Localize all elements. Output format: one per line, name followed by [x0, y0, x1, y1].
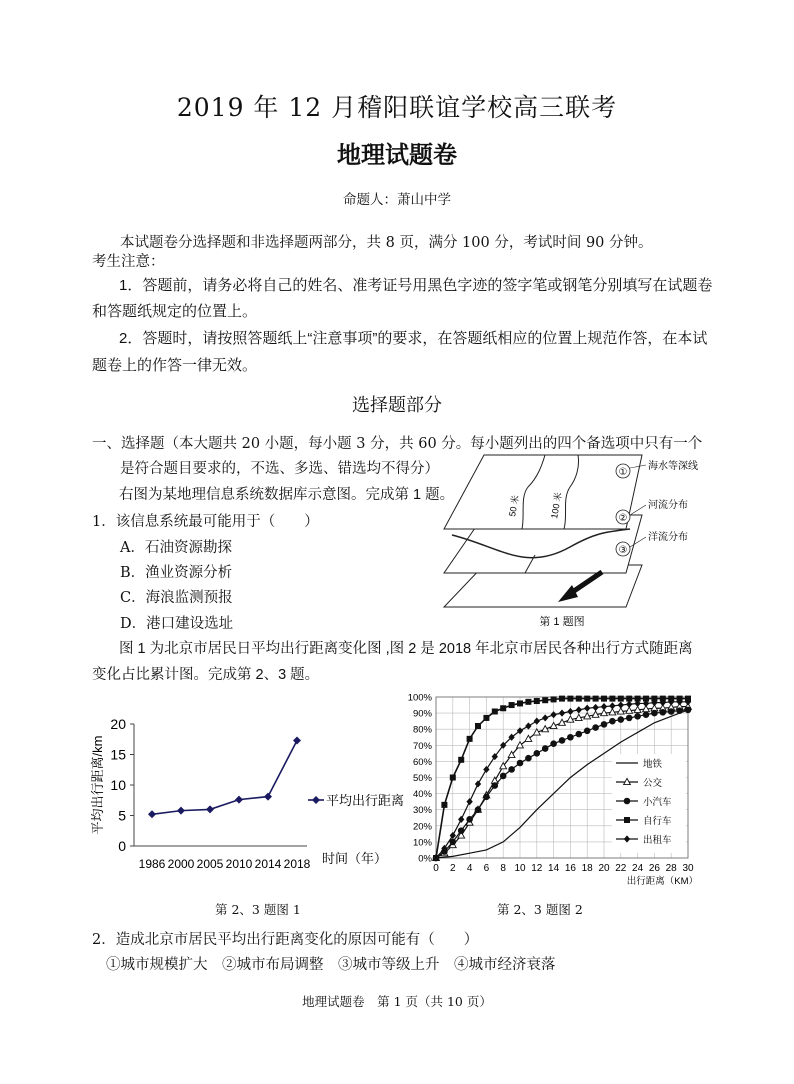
- data-point: [525, 755, 532, 762]
- section-title: 选择题部分: [352, 395, 442, 416]
- data-point: [550, 711, 556, 718]
- data-point: [458, 827, 465, 834]
- data-point: [676, 707, 683, 714]
- data-point: [235, 796, 243, 804]
- legend-label: 出租车: [643, 835, 672, 846]
- marker-2: ②: [618, 513, 628, 524]
- data-point: [177, 807, 185, 815]
- data-point: [483, 794, 490, 801]
- legend-marker: [624, 817, 630, 823]
- data-point: [559, 737, 566, 744]
- part1-instructions-line-1: 一、选择题（本大题共 20 小题，每小题 3 分，共 60 分。每小题列出的四个备选项中只有一个: [92, 436, 703, 452]
- data-point: [601, 721, 608, 728]
- data-point: [567, 734, 574, 741]
- y-tick-label: 0: [118, 838, 126, 854]
- data-point: [592, 704, 598, 711]
- x-tick-label: 28: [665, 863, 677, 874]
- data-point: [626, 715, 633, 722]
- series-line: [152, 740, 297, 814]
- x-tick-label: 0: [433, 863, 439, 874]
- q2-options: ①城市规模扩大 ②城市布局调整 ③城市等级上升 ④城市经济衰落: [106, 957, 556, 973]
- x-tick-label: 2018: [283, 857, 311, 871]
- x-tick-label: 2005: [196, 857, 224, 871]
- y-tick-label: 60%: [412, 756, 432, 768]
- y-tick-label: 100%: [407, 692, 432, 704]
- data-point: [508, 766, 515, 773]
- data-point: [517, 727, 523, 734]
- data-point: [592, 724, 599, 731]
- data-point: [567, 696, 573, 702]
- data-point: [576, 706, 582, 713]
- x-tick-label: 14: [548, 863, 560, 874]
- layer-label-1: 海水等深线: [648, 461, 698, 472]
- y-tick-label: 10%: [412, 837, 432, 849]
- x-tick-label: 1986: [138, 857, 166, 871]
- chart2-caption: 第 2、3 题图 2: [497, 902, 583, 917]
- y-tick-label: 20: [110, 716, 126, 732]
- legend-marker: [624, 798, 631, 805]
- data-point: [525, 722, 531, 729]
- note-2-line-1: 2．答题时，请按照答题纸上“注意事项”的要求，在答题纸相应的位置上规范作答，在本试: [119, 330, 708, 347]
- data-point: [660, 709, 667, 716]
- legend-label: 小汽车: [643, 797, 672, 808]
- x-tick-label: 30: [682, 863, 694, 874]
- x-tick-label: 24: [632, 863, 644, 874]
- x-tick-label: 22: [615, 863, 627, 874]
- legend-label: 地铁: [643, 759, 663, 770]
- chart-cumulative-share: [370, 688, 710, 898]
- data-point: [466, 816, 473, 823]
- x-axis-label: 出行距离（KM）: [626, 876, 698, 887]
- data-point: [685, 707, 692, 714]
- exam-author: 命题人：萧山中学: [343, 192, 451, 208]
- data-point: [551, 696, 557, 702]
- data-point: [492, 782, 499, 789]
- legend-label: 自行车: [643, 816, 672, 827]
- y-tick-label: 30%: [412, 805, 432, 817]
- data-point: [475, 723, 481, 729]
- q1-intro: 右图为某地理信息系统数据库示意图。完成第 1 题。: [119, 487, 455, 503]
- y-tick-label: 40%: [412, 789, 432, 801]
- data-point: [534, 718, 540, 725]
- legend-marker: [312, 796, 320, 804]
- marker-1: ①: [618, 467, 628, 478]
- y-tick-label: 70%: [412, 740, 432, 752]
- q1-option-a: A．石油资源勘探: [120, 540, 232, 556]
- x-tick-label: 2014: [254, 857, 282, 871]
- y-tick-label: 15: [110, 746, 126, 763]
- x-tick-label: 6: [483, 863, 490, 874]
- data-point: [559, 710, 565, 717]
- legend-label: 平均出行距离: [326, 793, 405, 808]
- data-point: [542, 697, 548, 703]
- q23-intro-line-1: 图 1 为北京市居民日平均出行距离变化图 ,图 2 是 2018 年北京市居民各种出行方式随距离: [119, 641, 693, 657]
- data-point: [618, 716, 625, 723]
- legend-label: 公交: [643, 778, 663, 789]
- exam-subtitle: 地理试题卷: [337, 140, 457, 169]
- x-tick-label: 18: [581, 863, 593, 874]
- data-point: [525, 699, 531, 705]
- data-point: [500, 705, 506, 711]
- data-point: [618, 696, 624, 702]
- data-point: [601, 696, 607, 702]
- data-point: [542, 714, 548, 721]
- x-tick-label: 2000: [167, 857, 195, 871]
- leader-2: [630, 505, 646, 515]
- data-point: [559, 696, 565, 702]
- y-axis-label: 平均出行距离/km: [90, 735, 105, 835]
- data-point: [643, 711, 650, 718]
- layer-label-2: 河流分布: [648, 500, 688, 511]
- data-point: [534, 750, 541, 757]
- part1-instructions-line-2: 是符合题目要求的，不选、多选、错选均不得分）: [120, 461, 439, 477]
- y-tick-label: 80%: [412, 724, 432, 736]
- x-tick-label: 16: [564, 863, 576, 874]
- x-tick-label: 10: [514, 863, 526, 874]
- chart-avg-distance: [92, 712, 408, 882]
- exam-title: 2019 年 12 月稽阳联谊学校高三联考: [176, 93, 618, 122]
- data-point: [634, 713, 641, 720]
- gis-layer-figure: [430, 437, 710, 632]
- data-point: [550, 740, 557, 747]
- q1-option-b: B．渔业资源分析: [120, 565, 233, 581]
- data-point: [626, 701, 632, 708]
- q23-intro-line-2: 变化占比累计图。完成第 2、3 题。: [92, 667, 320, 683]
- data-point: [576, 731, 583, 738]
- page-footer: 地理试题卷 第 1 页（共 10 页）: [302, 994, 492, 1009]
- data-point: [584, 696, 590, 702]
- data-point: [475, 780, 481, 787]
- data-point: [293, 736, 301, 744]
- data-point: [148, 810, 156, 818]
- data-point: [609, 718, 616, 725]
- data-point: [475, 806, 482, 813]
- data-point: [584, 728, 591, 735]
- data-point: [441, 802, 447, 808]
- notice-label: 考生注意：: [92, 254, 165, 270]
- data-point: [618, 701, 624, 708]
- data-point: [567, 708, 573, 715]
- y-tick-label: 20%: [412, 821, 432, 833]
- data-point: [450, 775, 456, 781]
- data-point: [651, 710, 658, 717]
- y-tick-label: 0%: [418, 853, 432, 865]
- x-tick-label: 12: [531, 863, 543, 874]
- contour-100-label: 100 米: [549, 491, 564, 520]
- data-point: [458, 757, 464, 763]
- q2-stem: 2．造成北京市居民平均出行距离变化的原因可能有（ ）: [92, 932, 479, 948]
- data-point: [458, 816, 464, 823]
- x-axis-label: 时间（年）: [322, 851, 388, 866]
- data-point: [576, 696, 582, 702]
- data-point: [534, 698, 540, 704]
- note-1-line-1: 1．答题前，请务必将自己的姓名、准考证号用黑色字迹的签字笔或钢笔分别填写在试题卷: [119, 277, 713, 294]
- marker-3: ③: [618, 545, 628, 556]
- data-point: [668, 708, 675, 715]
- gis-caption: 第 1 题图: [539, 616, 585, 628]
- q1-option-d: D．港口建设选址: [120, 616, 234, 632]
- contour-50-label: 50 米: [507, 494, 521, 518]
- data-point: [584, 705, 590, 712]
- data-point: [609, 696, 615, 702]
- note-2-line-2: 题卷上的作答一律无效。: [92, 357, 258, 374]
- layer-label-3: 洋流分布: [648, 532, 688, 543]
- x-tick-label: 4: [466, 863, 473, 874]
- data-point: [542, 745, 549, 752]
- y-tick-label: 50%: [412, 773, 432, 784]
- data-point: [206, 805, 214, 813]
- data-point: [601, 703, 607, 710]
- x-tick-label: 8: [500, 863, 506, 874]
- layer-1-plane: [444, 455, 642, 529]
- q1-stem: 1．该信息系统最可能用于（ ）: [92, 514, 319, 530]
- data-point: [525, 735, 532, 741]
- data-point: [264, 793, 272, 801]
- data-point: [517, 742, 524, 748]
- chart1-caption: 第 2、3 题图 1: [215, 902, 301, 917]
- data-point: [593, 696, 599, 702]
- y-tick-label: 90%: [412, 708, 432, 720]
- data-point: [467, 736, 473, 742]
- data-point: [483, 715, 489, 721]
- data-point: [500, 773, 507, 780]
- intro-line: 本试题卷分选择题和非选择题两部分，共 8 页，满分 100 分，考试时间 90 分钟。: [120, 235, 653, 251]
- data-point: [517, 700, 523, 706]
- data-point: [609, 702, 615, 709]
- x-tick-label: 2010: [225, 857, 253, 871]
- note-1-line-2: 和答题纸规定的位置上。: [92, 303, 258, 320]
- x-tick-label: 20: [598, 863, 610, 874]
- y-tick-label: 10: [110, 777, 126, 793]
- data-point: [492, 708, 498, 714]
- data-point: [517, 760, 524, 767]
- x-tick-label: 2: [450, 863, 456, 874]
- y-tick-label: 5: [118, 807, 126, 824]
- q1-option-c: C．海浪监测预报: [120, 590, 233, 606]
- data-point: [466, 798, 472, 805]
- x-tick-label: 26: [648, 863, 660, 874]
- data-point: [509, 702, 515, 708]
